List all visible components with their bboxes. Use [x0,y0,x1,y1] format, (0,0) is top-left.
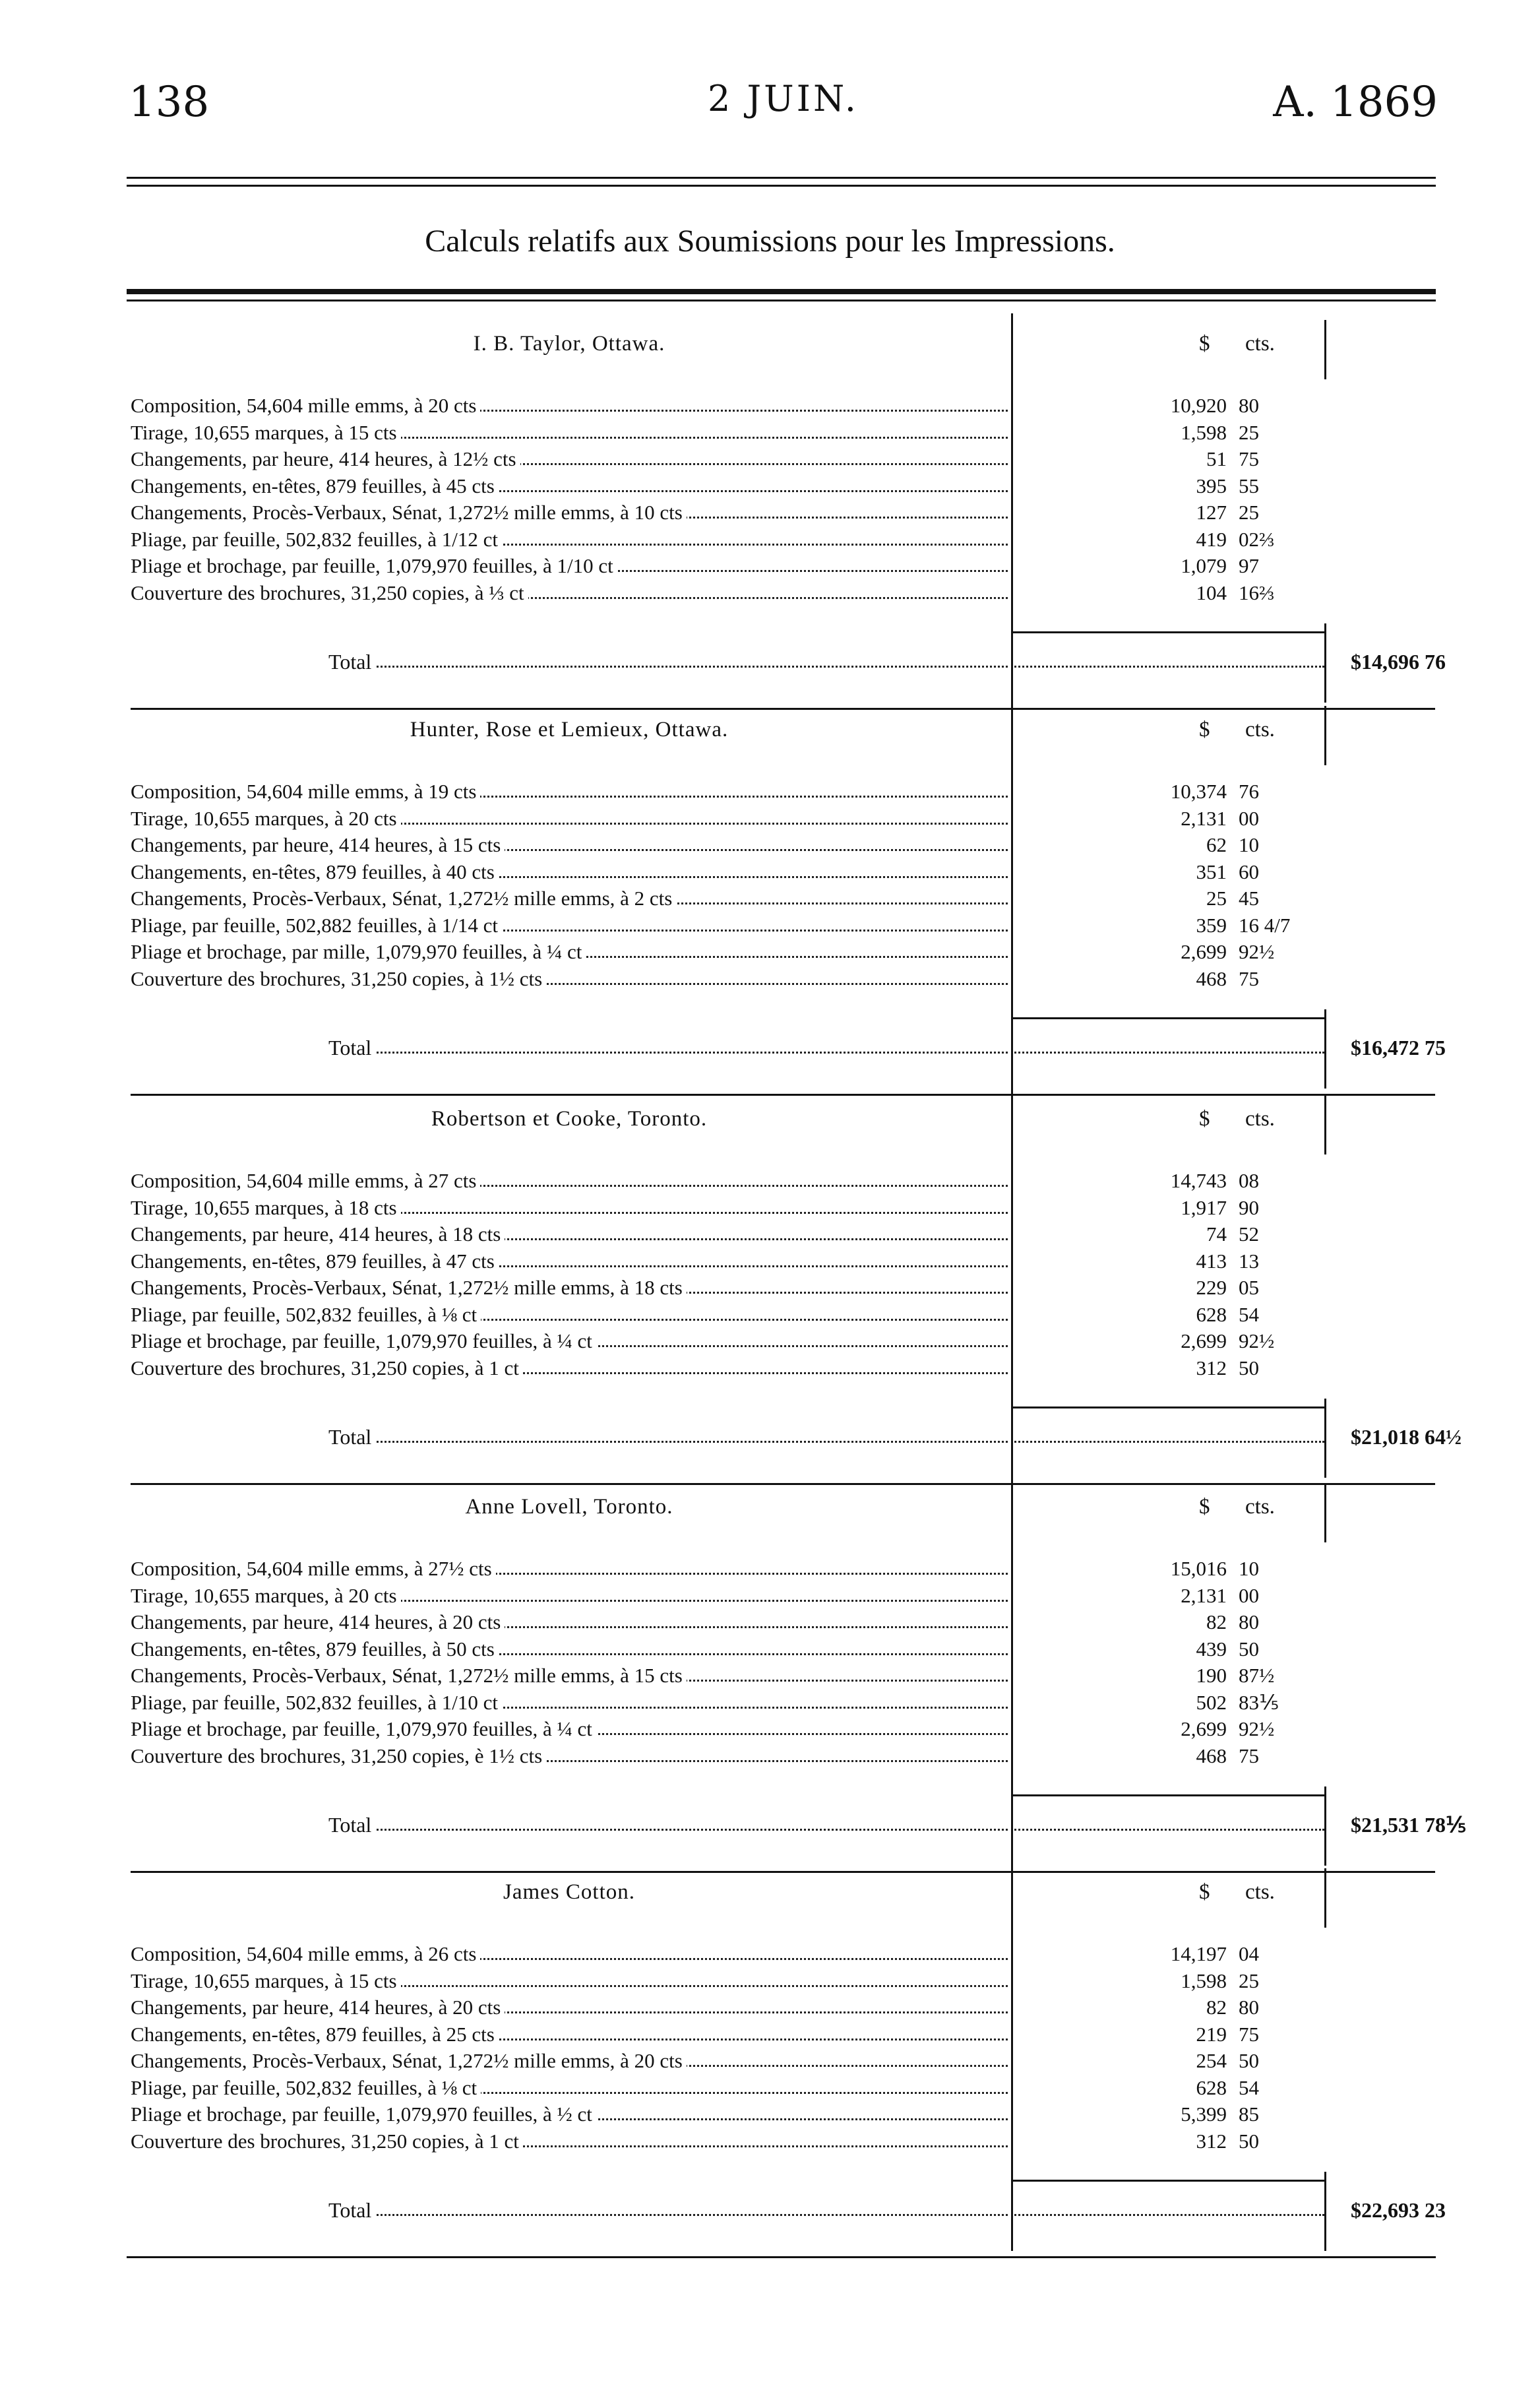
amount-dollars: 359 [1196,913,1227,937]
line-item-label: Tirage, 10,655 marques, à 20 cts [131,1583,401,1609]
line-item-label: Changements, en-têtes, 879 feuilles, à 50 cts [131,1636,499,1662]
tender-section [131,699,1446,1082]
column-divider [1011,699,1013,1089]
line-item-label: Tirage, 10,655 marques, à 20 cts [131,806,401,832]
amount-dollars: 10,374 [1170,780,1227,803]
total-amount-dots [1011,1052,1324,1054]
column-divider [1324,320,1326,379]
line-item [131,1941,1008,1967]
line-item-label: Pliage, par feuille, 502,832 feuilles, à 1/10 ct [131,1690,502,1716]
amount-cents: 16 4/7 [1239,913,1291,937]
amount-cents: 97 [1239,554,1259,577]
amount-dollars: 628 [1196,1302,1227,1326]
total-row [131,1812,1008,1838]
cents-unit-label: cts. [1245,1880,1275,1904]
line-item [131,1355,1008,1381]
amount-dollars: 74 [1206,1222,1227,1246]
column-divider [1324,2172,1326,2251]
line-item-label: Pliage et brochage, par feuille, 1,079,970 feuilles, à ¼ ct [131,1328,596,1354]
page-date: 2 JUIN. [708,78,859,119]
column-divider [1011,1476,1013,1866]
line-item-label: Changements, Procès-Verbaux, Sénat, 1,272½ mille emms, à 15 cts [131,1662,687,1689]
column-divider [1011,313,1013,703]
amount-dollars: 502 [1196,1690,1227,1714]
line-item [131,2128,1008,2155]
amount-dollars: 2,699 [1181,940,1227,963]
amount-cents: 83⅕ [1239,1690,1279,1714]
amount-dollars: 14,743 [1170,1169,1227,1192]
total-amount: $16,472 75 [1351,1036,1446,1059]
amount-dollars: 190 [1196,1664,1227,1687]
amount-cents: 45 [1239,887,1259,910]
line-item-label: Composition, 54,604 mille emms, à 20 cts [131,393,480,419]
amount-cents: 08 [1239,1169,1259,1192]
line-item-label: Changements, par heure, 414 heures, à 20 cts [131,1994,505,2021]
amount-cents: 80 [1239,1996,1259,2019]
amount-cents: 80 [1239,394,1259,417]
line-item-label: Changements, Procès-Verbaux, Sénat, 1,272½ mille emms, à 2 cts [131,885,676,912]
amount-cents: 10 [1239,833,1259,856]
total-label: Total [131,648,375,675]
amount-cents: 50 [1239,2049,1259,2072]
dollar-unit-label: $ [1199,332,1210,356]
column-divider [1324,1786,1326,1866]
amount-cents: 90 [1239,1195,1259,1219]
line-item [131,1662,1008,1689]
total-amount: $14,696 76 [1351,650,1446,674]
amount-cents: 05 [1239,1276,1259,1299]
column-divider [1324,623,1326,703]
line-item [131,912,1008,939]
amount-cents: 80 [1239,1610,1259,1633]
line-item-label: Changements, Procès-Verbaux, Sénat, 1,272½ mille emms, à 10 cts [131,499,687,526]
amount-dollars: 62 [1206,833,1227,856]
line-item-label: Changements, en-têtes, 879 feuilles, à 25 cts [131,2021,499,2048]
total-amount: $21,018 64½ [1351,1425,1462,1449]
line-item-label: Changements, par heure, 414 heures, à 20 cts [131,1609,505,1635]
amount-dollars: 15,016 [1170,1557,1227,1580]
line-item [131,966,1008,992]
amount-cents: 50 [1239,1637,1259,1660]
cents-unit-label: cts. [1245,1107,1275,1131]
amount-cents: 87½ [1239,1664,1275,1687]
title-rule-thin [127,300,1436,301]
amount-cents: 75 [1239,1744,1259,1767]
line-item-label: Changements, en-têtes, 879 feuilles, à 45 cts [131,473,499,499]
amount-dollars: 1,598 [1181,420,1227,444]
column-divider [1011,1862,1013,2251]
page-number: 138 [129,78,210,127]
tender-section [131,1476,1467,1859]
amount-cents: 16⅔ [1239,581,1275,604]
line-item [131,1994,1008,2021]
amount-cents: 50 [1239,2129,1259,2153]
amount-dollars: 82 [1206,1610,1227,1633]
amount-cents: 10 [1239,1557,1259,1580]
line-item [131,2075,1008,2101]
cents-unit-label: cts. [1245,332,1275,356]
line-item [131,393,1008,419]
amount-cents: 85 [1239,2102,1259,2126]
total-amount-dots [1011,1829,1324,1831]
line-item [131,499,1008,526]
leader-dots [328,1441,1008,1443]
line-item-label: Couverture des brochures, 31,250 copies, à 1½ cts [131,966,546,992]
amount-cents: 00 [1239,1583,1259,1607]
amount-dollars: 14,197 [1170,1942,1227,1965]
amount-cents: 54 [1239,2075,1259,2099]
amount-cents: 60 [1239,860,1259,883]
column-divider [1324,1483,1326,1542]
total-label: Total [131,1812,375,1838]
amount-cents: 75 [1239,966,1259,990]
amount-cents: 55 [1239,474,1259,497]
amount-cents: 54 [1239,1302,1259,1326]
contractor-name: Anne Lovell, Toronto. [465,1495,673,1519]
line-item-label: Pliage, par feuille, 502,882 feuilles, à 1/14 ct [131,912,502,939]
line-item [131,1716,1008,1742]
amount-cents: 92½ [1239,1329,1275,1352]
amount-cents: 76 [1239,780,1259,803]
column-divider [1011,1089,1013,1478]
line-item-label: Tirage, 10,655 marques, à 15 cts [131,1968,401,1994]
contractor-name: Robertson et Cooke, Toronto. [431,1107,708,1131]
total-label: Total [131,2197,375,2223]
line-item [131,1302,1008,1328]
amount-dollars: 2,699 [1181,1717,1227,1740]
line-item [131,859,1008,885]
total-amount-dots [1011,2214,1324,2216]
amount-dollars: 2,131 [1181,1583,1227,1607]
line-item [131,806,1008,832]
amount-dollars: 1,079 [1181,554,1227,577]
tender-section [131,1862,1446,2244]
line-item [131,2048,1008,2074]
header-rule-top [127,177,1436,179]
line-item [131,1556,1008,1582]
line-item [131,832,1008,858]
line-item [131,1583,1008,1609]
line-item [131,1743,1008,1769]
amount-cents: 75 [1239,447,1259,470]
amount-dollars: 2,131 [1181,806,1227,830]
amount-dollars: 127 [1196,501,1227,524]
amount-dollars: 351 [1196,860,1227,883]
column-divider [1324,1399,1326,1478]
amount-dollars: 51 [1206,447,1227,470]
amount-cents: 25 [1239,1969,1259,1992]
line-item [131,1168,1008,1194]
line-item-label: Composition, 54,604 mille emms, à 19 cts [131,778,480,805]
line-item [131,2021,1008,2048]
line-item [131,580,1008,606]
amount-dollars: 395 [1196,474,1227,497]
line-item-label: Changements, Procès-Verbaux, Sénat, 1,272½ mille emms, à 18 cts [131,1275,687,1301]
line-item-label: Changements, Procès-Verbaux, Sénat, 1,272½ mille emms, à 20 cts [131,2048,687,2074]
amount-dollars: 312 [1196,1356,1227,1379]
line-item [131,446,1008,472]
amount-dollars: 468 [1196,966,1227,990]
line-item [131,1609,1008,1635]
amount-dollars: 413 [1196,1249,1227,1273]
line-item-label: Tirage, 10,655 marques, à 18 cts [131,1195,401,1221]
dollar-unit-label: $ [1199,1495,1210,1519]
page-year: A. 1869 [1273,78,1438,127]
amount-dollars: 25 [1206,887,1227,910]
line-item [131,939,1008,965]
line-item [131,1275,1008,1301]
total-amount: $21,531 78⅕ [1351,1813,1467,1837]
dollar-unit-label: $ [1199,718,1210,742]
line-item [131,778,1008,805]
amount-dollars: 254 [1196,2049,1227,2072]
line-item [131,1248,1008,1275]
line-item-label: Pliage et brochage, par feuille, 1,079,970 feuilles, à ½ ct [131,2101,596,2128]
subtotal-rule [1011,1794,1324,1796]
line-item [131,1195,1008,1221]
line-item-label: Couverture des brochures, 31,250 copies, è 1½ cts [131,1743,546,1769]
total-amount-dots [1011,666,1324,668]
line-item-label: Composition, 54,604 mille emms, à 26 cts [131,1941,480,1967]
line-item-label: Couverture des brochures, 31,250 copies, à 1 ct [131,1355,523,1381]
line-item [131,885,1008,912]
amount-dollars: 312 [1196,2129,1227,2153]
leader-dots [328,2214,1008,2216]
page-title: Calculs relatifs aux Soumissions pour les Impressions. [425,224,1115,259]
line-item-label: Pliage, par feuille, 502,832 feuilles, à ⅛ ct [131,2075,481,2101]
amount-dollars: 1,598 [1181,1969,1227,1992]
line-item-label: Pliage et brochage, par feuille, 1,079,970 feuilles, à 1/10 ct [131,553,617,579]
dollar-unit-label: $ [1199,1880,1210,1904]
line-item [131,420,1008,446]
line-item-label: Pliage, par feuille, 502,832 feuilles, à ⅛ ct [131,1302,481,1328]
amount-cents: 25 [1239,501,1259,524]
subtotal-rule [1011,1406,1324,1408]
total-amount-dots [1011,1441,1324,1443]
contractor-name: Hunter, Rose et Lemieux, Ottawa. [410,718,729,742]
line-item [131,1636,1008,1662]
line-item [131,2101,1008,2128]
amount-cents: 00 [1239,806,1259,830]
line-item [131,473,1008,499]
total-row [131,648,1008,675]
amount-dollars: 10,920 [1170,394,1227,417]
dollar-unit-label: $ [1199,1107,1210,1131]
line-item-label: Composition, 54,604 mille emms, à 27 cts [131,1168,480,1194]
line-item-label: Pliage et brochage, par mille, 1,079,970 feuilles, à ¼ ct [131,939,586,965]
line-item-label: Changements, en-têtes, 879 feuilles, à 40 cts [131,859,499,885]
amount-dollars: 82 [1206,1996,1227,2019]
line-item [131,526,1008,553]
line-item-label: Changements, par heure, 414 heures, à 15 cts [131,832,505,858]
amount-dollars: 419 [1196,527,1227,551]
amount-dollars: 219 [1196,2022,1227,2046]
subtotal-rule [1011,631,1324,633]
total-amount: $22,693 23 [1351,2198,1446,2222]
subtotal-rule [1011,2180,1324,2182]
line-item-label: Couverture des brochures, 31,250 copies, à 1 ct [131,2128,523,2155]
line-item [131,1690,1008,1716]
amount-dollars: 2,699 [1181,1329,1227,1352]
line-item-label: Changements, par heure, 414 heures, à 18 cts [131,1221,505,1248]
line-item-label: Composition, 54,604 mille emms, à 27½ cts [131,1556,496,1582]
title-rule-thick [127,289,1436,294]
bottom-rule [127,2256,1436,2258]
page-header [129,78,1438,144]
subtotal-rule [1011,1017,1324,1019]
line-item [131,1328,1008,1354]
column-divider [1324,706,1326,765]
cents-unit-label: cts. [1245,718,1275,742]
line-item-label: Changements, en-têtes, 879 feuilles, à 47 cts [131,1248,499,1275]
contractor-name: I. B. Taylor, Ottawa. [473,332,665,356]
amount-cents: 02⅔ [1239,527,1275,551]
amount-cents: 04 [1239,1942,1259,1965]
line-item-label: Couverture des brochures, 31,250 copies, à ⅓ ct [131,580,528,606]
header-rule-bottom [127,185,1436,187]
tender-section [131,313,1446,696]
contractor-name: James Cotton. [503,1880,635,1904]
amount-cents: 13 [1239,1249,1259,1273]
tender-section [131,1089,1462,1471]
amount-cents: 92½ [1239,1717,1275,1740]
leader-dots [328,1052,1008,1054]
total-label: Total [131,1424,375,1450]
leader-dots [328,666,1008,668]
amount-dollars: 1,917 [1181,1195,1227,1219]
amount-dollars: 628 [1196,2075,1227,2099]
total-row [131,1034,1008,1061]
amount-cents: 50 [1239,1356,1259,1379]
line-item [131,1221,1008,1248]
amount-dollars: 439 [1196,1637,1227,1660]
amount-dollars: 104 [1196,581,1227,604]
total-row [131,1424,1008,1450]
column-divider [1324,1095,1326,1154]
line-item-label: Pliage, par feuille, 502,832 feuilles, à 1/12 ct [131,526,502,553]
line-item [131,1968,1008,1994]
amount-cents: 92½ [1239,940,1275,963]
amount-cents: 52 [1239,1222,1259,1246]
amount-dollars: 468 [1196,1744,1227,1767]
column-divider [1324,1009,1326,1089]
leader-dots [328,1829,1008,1831]
line-item-label: Tirage, 10,655 marques, à 15 cts [131,420,401,446]
total-label: Total [131,1034,375,1061]
cents-unit-label: cts. [1245,1495,1275,1519]
amount-cents: 25 [1239,420,1259,444]
line-item-label: Changements, par heure, 414 heures, à 12½ cts [131,446,520,472]
line-item-label: Pliage et brochage, par feuille, 1,079,970 feuilles, à ¼ ct [131,1716,596,1742]
column-divider [1324,1868,1326,1928]
total-row [131,2197,1008,2223]
amount-dollars: 229 [1196,1276,1227,1299]
line-item [131,553,1008,579]
amount-dollars: 5,399 [1181,2102,1227,2126]
amount-cents: 75 [1239,2022,1259,2046]
